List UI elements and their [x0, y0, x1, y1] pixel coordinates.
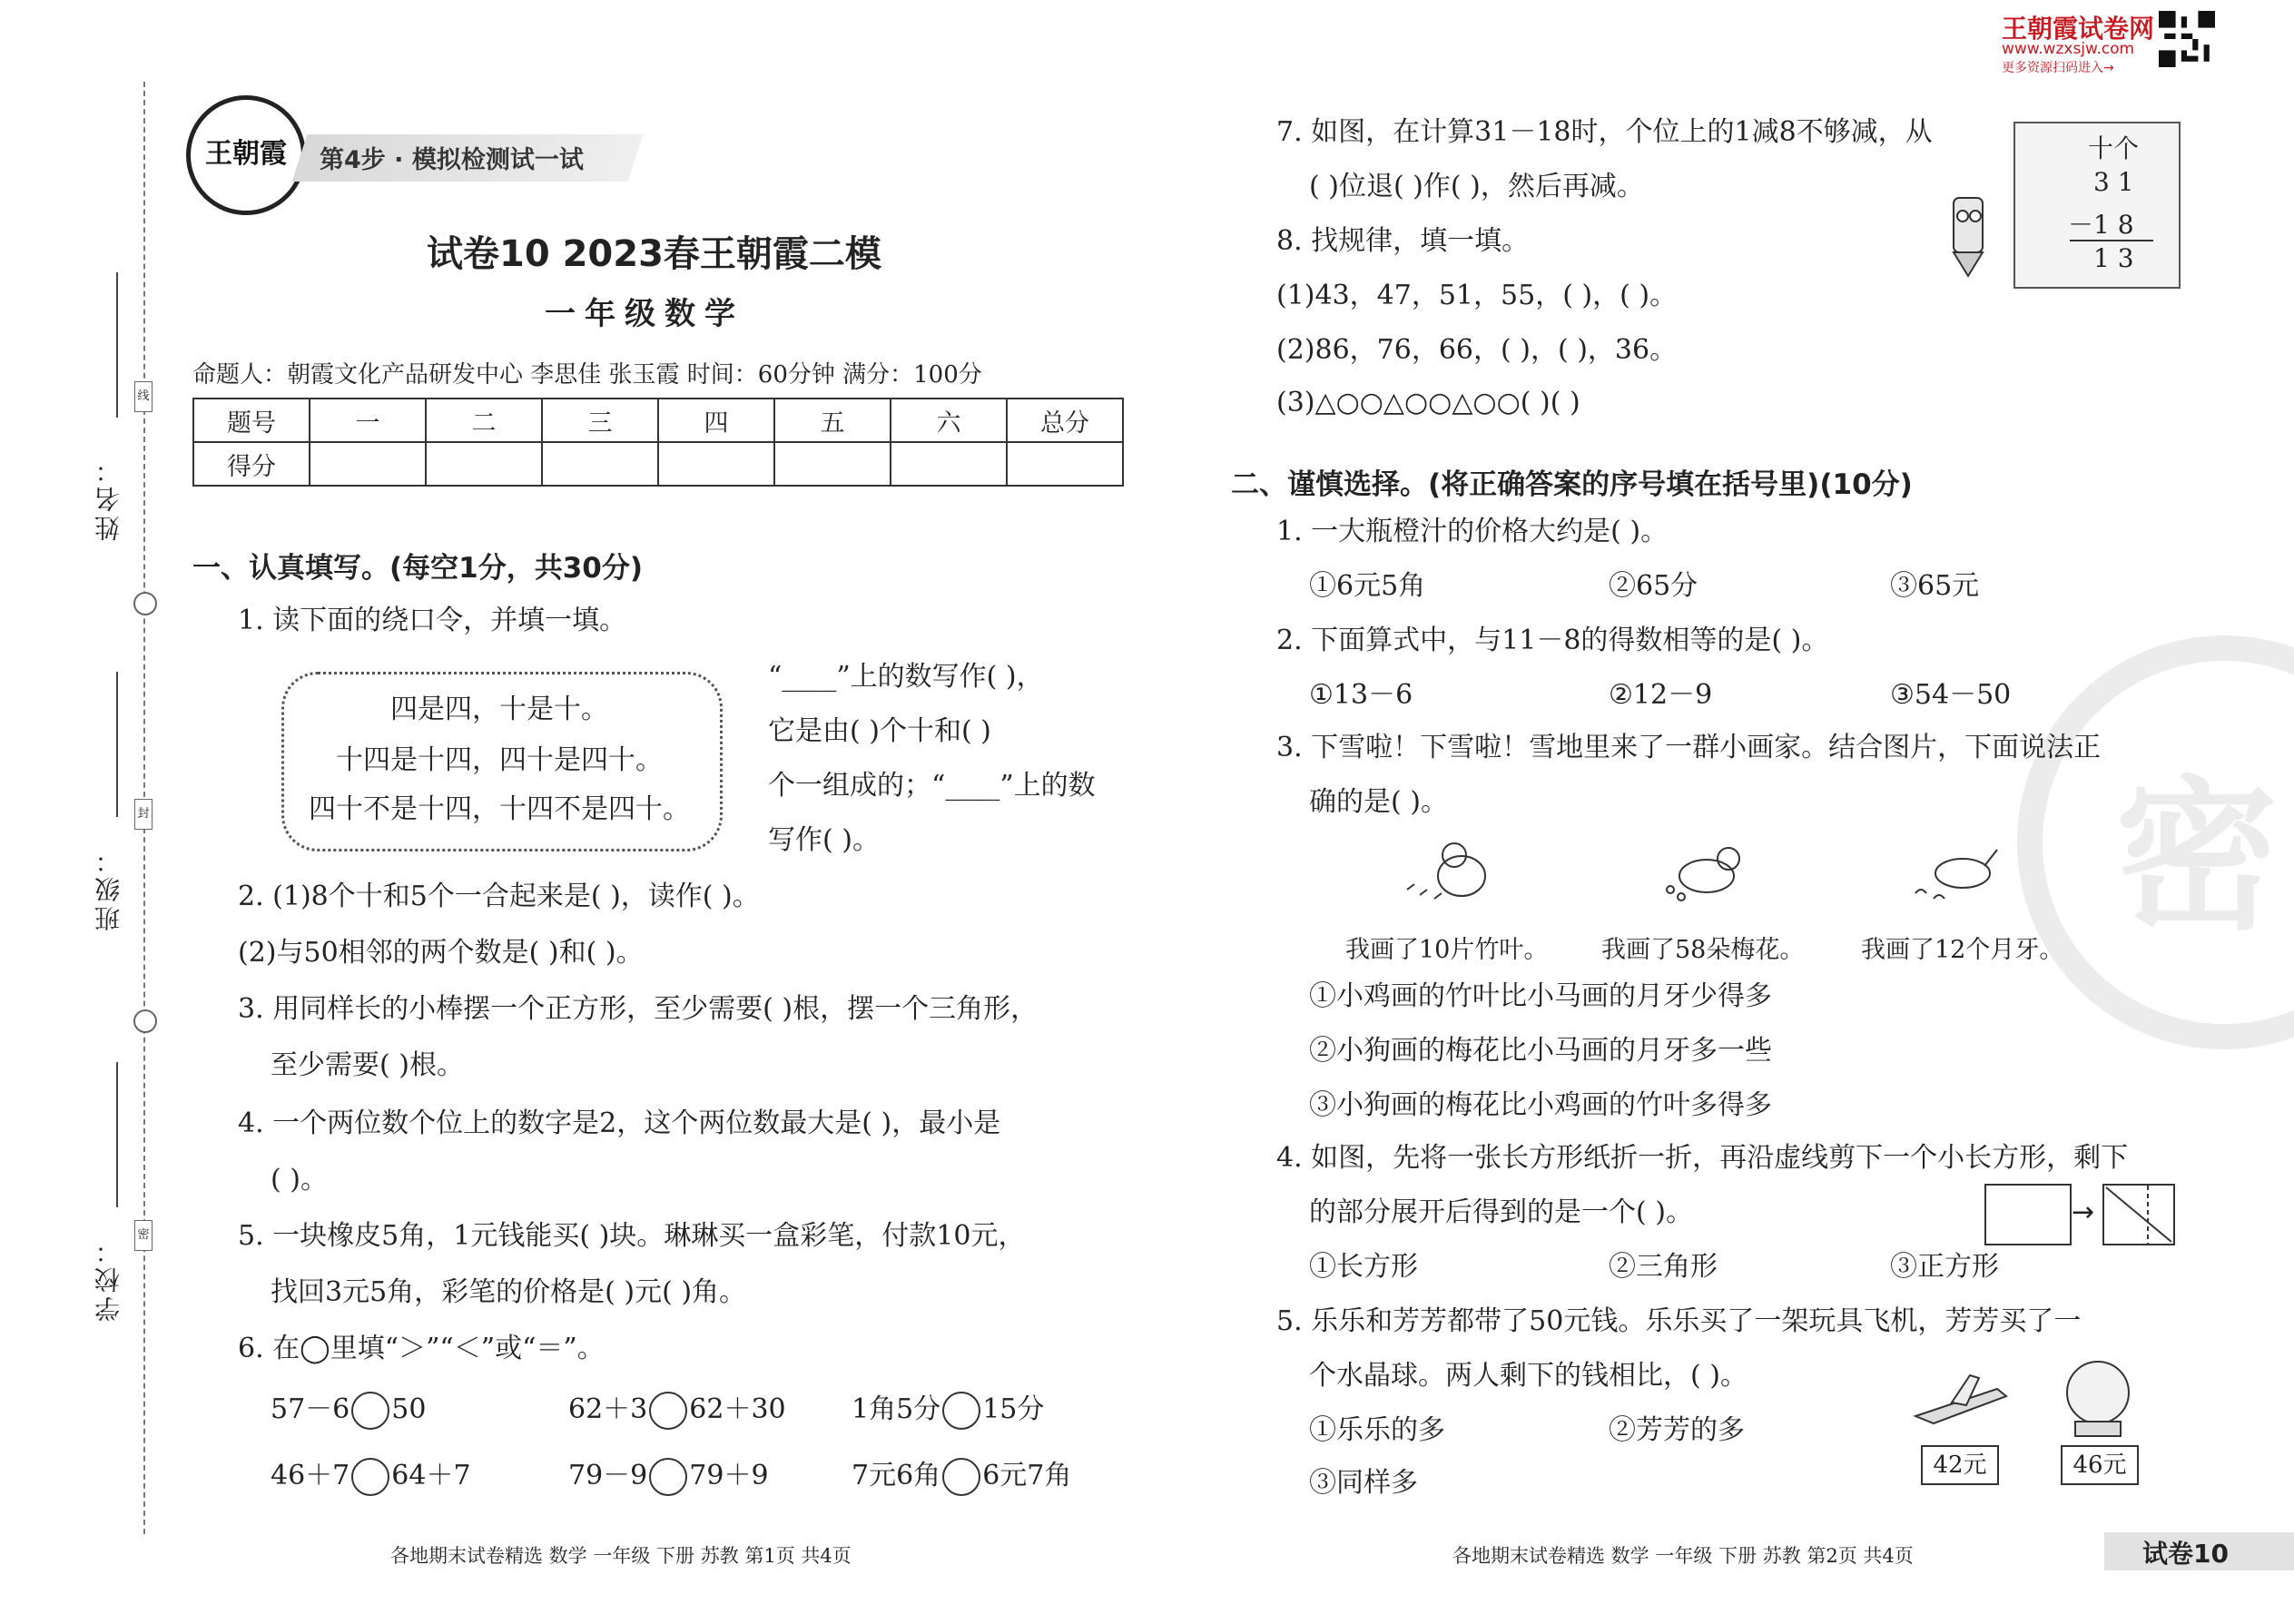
horse-icon: [1906, 835, 2006, 908]
score-cell: 四: [658, 399, 774, 442]
arrow-right-icon: →: [2072, 1196, 2095, 1228]
calc-rule: [2070, 240, 2153, 241]
q1-6-text: 6. 在◯里填“＞”“＜”或“＝”。: [238, 1333, 605, 1364]
score-entry-cell[interactable]: [426, 442, 542, 486]
class-label: 班级：: [94, 844, 123, 931]
author-line: 命题人：朝霞文化产品研发中心 李思佳 张玉霞 时间：60分钟 满分：100分: [192, 361, 982, 389]
binding-hole-2: [133, 1009, 157, 1033]
q2-5a-text: 5. 乐乐和芳芳都带了50元钱。乐乐买了一架玩具飞机，芳芳买了一: [1276, 1305, 2082, 1337]
score-entry-cell[interactable]: [310, 442, 426, 486]
option[interactable]: ①乐乐的多: [1309, 1414, 1445, 1446]
q1-1-side-line: 个一组成的；“____”上的数: [768, 770, 1096, 802]
compare-item: [852, 1458, 1071, 1496]
compare-circle[interactable]: [649, 1392, 687, 1430]
compare-item: [568, 1392, 786, 1430]
price-tag-airplane: 42元: [1921, 1445, 1999, 1485]
exam-subtitle: 一年级数学: [545, 296, 744, 332]
section2-heading: 二、谨慎选择。(将正确答案的序号填在括号里)(10分): [1231, 468, 1913, 501]
compare-right: 15分: [982, 1393, 1045, 1425]
score-entry-cell[interactable]: [658, 442, 774, 486]
compare-item: [271, 1392, 426, 1430]
paper-rectangle-figure: [1984, 1184, 2072, 1245]
option[interactable]: ②三角形: [1609, 1251, 1718, 1283]
score-cell: 得分: [193, 442, 310, 486]
q1-7a-text: 7. 如图，在计算31－18时，个位上的1减8不够减，从: [1276, 116, 1933, 148]
q1-4b-text: ( )。: [271, 1164, 328, 1196]
caption-puppy: 我画了58朵梅花。: [1601, 936, 1805, 964]
calc-line: 1 3: [2093, 243, 2134, 273]
compare-right: 64＋7: [391, 1460, 471, 1491]
fold-cut-line-icon: [2102, 1184, 2175, 1245]
q1-1-side-line: 写作( )。: [768, 824, 880, 856]
compare-left: 7元6角: [852, 1460, 941, 1491]
compare-right: 50: [391, 1393, 427, 1425]
q1-8a-text: (1)43，47，51，55，( )，( )。: [1276, 280, 1678, 311]
q2-1-text: 1. 一大瓶橙汁的价格大约是( )。: [1276, 516, 1669, 547]
footer-exam-tag: 试卷10: [2142, 1539, 2229, 1569]
score-cell: 题号: [193, 399, 310, 442]
compare-right: 79＋9: [689, 1460, 769, 1491]
compare-circle[interactable]: [351, 1458, 389, 1496]
calc-line: －1 8: [2068, 210, 2134, 240]
q2-4b-text: 的部分展开后得到的是一个( )。: [1309, 1196, 1693, 1228]
option[interactable]: ③65元: [1890, 570, 1980, 602]
q1-3a-text: 3. 用同样长的小棒摆一个正方形，至少需要( )根，摆一个三角形，: [238, 993, 1039, 1025]
toy-airplane-icon: [1906, 1362, 2015, 1443]
q2-5b-text: 个水晶球。两人剩下的钱相比，( )。: [1309, 1360, 1748, 1392]
option[interactable]: ③正方形: [1890, 1251, 1999, 1283]
option[interactable]: ①小鸡画的竹叶比小马画的月牙少得多: [1309, 980, 1772, 1012]
seal-tag-line: 线: [134, 381, 153, 412]
score-cell: 六: [891, 399, 1007, 442]
compare-circle[interactable]: [649, 1458, 687, 1496]
q1-1-side-line: “____”上的数写作( )，: [768, 661, 1044, 693]
option[interactable]: ②65分: [1609, 570, 1698, 602]
option[interactable]: ②小狗画的梅花比小马画的月牙多一些: [1309, 1035, 1772, 1067]
compare-item: [852, 1392, 1044, 1430]
compare-circle[interactable]: [942, 1392, 980, 1430]
brand-url[interactable]: www.wzxsjw.com: [2002, 40, 2135, 58]
q2-2-text: 2. 下面算式中，与11－8的得数相等的是( )。: [1276, 625, 1829, 656]
calc-line: 3 1: [2093, 167, 2134, 197]
score-cell: 三: [542, 399, 658, 442]
q1-2b-text: (2)与50相邻的两个数是( )和( )。: [238, 937, 644, 969]
compare-item: [271, 1458, 471, 1496]
puppy-icon: [1652, 835, 1752, 908]
score-entry-cell[interactable]: [891, 442, 1007, 486]
q1-4a-text: 4. 一个两位数个位上的数字是2，这个两位数最大是( )，最小是: [238, 1107, 1001, 1139]
compare-right: 62＋30: [689, 1393, 786, 1425]
rhyme-line-3: 四十不是十四，十四不是四十。: [309, 793, 690, 825]
option[interactable]: ②12－9: [1609, 679, 1713, 711]
pencil-mascot-icon: [1943, 189, 1994, 280]
score-table-header-row: [193, 399, 1123, 442]
compare-left: 62＋3: [568, 1393, 648, 1425]
compare-left: 1角5分: [852, 1393, 941, 1425]
caption-chick: 我画了10片竹叶。: [1345, 936, 1549, 964]
score-cell: 一: [310, 399, 426, 442]
qr-code-icon[interactable]: [2159, 11, 2215, 67]
score-table: [192, 398, 1124, 487]
compare-left: 57－6: [271, 1393, 350, 1425]
compare-left: 79－9: [568, 1460, 648, 1491]
seal-tag-secret: 密: [134, 1220, 153, 1251]
step-label: 第4步 · 模拟检测试一试: [320, 146, 584, 174]
score-cell: 总分: [1007, 399, 1123, 442]
option[interactable]: ③同样多: [1309, 1467, 1418, 1499]
name-write-line: [116, 272, 118, 418]
q1-8b-text: (2)86，76，66，( )，( )，36。: [1276, 334, 1678, 366]
school-label: 学校：: [94, 1235, 123, 1322]
score-entry-cell[interactable]: [1007, 442, 1123, 486]
q1-1-side-line: 它是由( )个十和( ): [768, 715, 991, 747]
option[interactable]: ②芳芳的多: [1609, 1414, 1745, 1446]
watermark-glyph: 密: [2115, 763, 2279, 952]
brand-seal-logo: [186, 95, 306, 215]
rhyme-line-2: 十四是十四，四十是四十。: [336, 744, 663, 776]
q2-4a-text: 4. 如图，先将一张长方形纸折一折，再沿虚线剪下一个小长方形，剩下: [1276, 1142, 2129, 1174]
score-table-score-row: [193, 442, 1123, 486]
brand-name: 王朝霞试卷网: [2002, 14, 2155, 44]
exam-title: 试卷10 2023春王朝霞二模: [427, 233, 881, 275]
q1-7b-text: ( )位退( )作( )，然后再减。: [1309, 171, 1644, 202]
chick-icon: [1398, 835, 1498, 908]
footer-left: 各地期末试卷精选 数学 一年级 下册 苏教 第1页 共4页: [390, 1545, 852, 1567]
binding-hole-1: [133, 592, 157, 615]
brand-more: 更多资源扫码进入→: [2002, 61, 2114, 75]
seal-text: 王朝霞: [205, 138, 287, 170]
option[interactable]: ①长方形: [1309, 1251, 1418, 1283]
option[interactable]: ①6元5角: [1309, 570, 1426, 602]
score-cell: 五: [774, 399, 891, 442]
crystal-ball-icon: [2057, 1353, 2139, 1443]
option[interactable]: ①13－6: [1309, 679, 1413, 711]
section1-heading: 一、认真填写。(每空1分，共30分): [192, 552, 644, 585]
compare-item: [568, 1458, 769, 1496]
compare-right: 6元7角: [982, 1460, 1072, 1491]
q1-5a-text: 5. 一块橡皮5角，1元钱能买( )块。琳琳买一盒彩笔，付款10元，: [238, 1220, 1026, 1252]
caption-horse: 我画了12个月牙。: [1861, 936, 2064, 964]
q2-3a-text: 3. 下雪啦！下雪啦！雪地里来了一群小画家。结合图片，下面说法正: [1276, 732, 2102, 763]
q2-3b-text: 确的是( )。: [1309, 786, 1448, 818]
school-write-line: [116, 1062, 118, 1207]
name-label: 姓名：: [94, 454, 123, 541]
rhyme-line-1: 四是四，十是十。: [390, 694, 608, 725]
option[interactable]: ③54－50: [1890, 679, 2012, 711]
footer-right: 各地期末试卷精选 数学 一年级 下册 苏教 第2页 共4页: [1452, 1545, 1914, 1567]
q1-1-text: 1. 读下面的绕口令，并填一填。: [238, 605, 627, 636]
q1-8-text: 8. 找规律，填一填。: [1276, 225, 1530, 257]
calc-label: 十个: [2088, 133, 2140, 163]
score-entry-cell[interactable]: [542, 442, 658, 486]
compare-left: 46＋7: [271, 1460, 350, 1491]
compare-circle[interactable]: [351, 1392, 389, 1430]
price-tag-crystal-ball: 46元: [2061, 1445, 2139, 1485]
q1-8c-text: (3)△○○△○○△○○( )( ): [1276, 387, 1580, 418]
q1-3b-text: 至少需要( )根。: [271, 1049, 464, 1081]
seal-tag-seal: 封: [134, 799, 153, 830]
compare-circle[interactable]: [942, 1458, 980, 1496]
score-cell: 二: [426, 399, 542, 442]
option[interactable]: ③小狗画的梅花比小鸡画的竹叶多得多: [1309, 1089, 1772, 1121]
class-write-line: [116, 672, 118, 817]
score-entry-cell[interactable]: [774, 442, 891, 486]
q1-2a-text: 2. (1)8个十和5个一合起来是( )，读作( )。: [238, 881, 760, 912]
q1-5b-text: 找回3元5角，彩笔的价格是( )元( )角。: [271, 1276, 747, 1308]
